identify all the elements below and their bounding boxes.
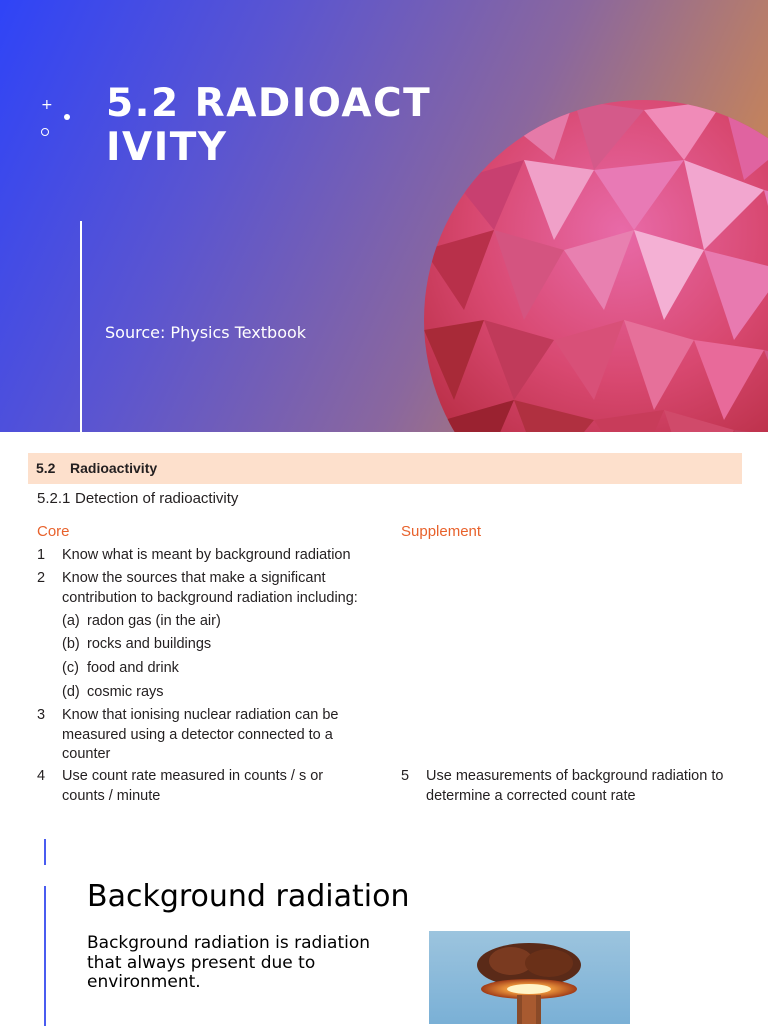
item-text: Know that ionising nuclear radiation can be measured using a detector connected to a counter xyxy=(62,707,339,762)
item-number: 1 xyxy=(37,547,46,563)
subsection-number: 5.2.1 xyxy=(37,490,71,507)
supplement-item xyxy=(401,767,731,806)
background-radiation-slide xyxy=(0,837,768,1024)
subitem-text: food and drink xyxy=(87,660,179,676)
slide-body-text: Background radiation is radiation that always present due to environment. xyxy=(87,933,371,992)
subsection-title: Detection of radioactivity xyxy=(75,490,239,507)
supplement-heading: Supplement xyxy=(401,523,482,540)
core-item xyxy=(37,546,377,566)
plus-decoration-icon: + xyxy=(41,97,53,113)
section-number: 5.2 xyxy=(36,460,56,476)
item-text: Know what is meant by background radiation xyxy=(62,547,351,563)
item-text: Use count rate measured in counts / s or counts / minute xyxy=(62,768,324,804)
accent-bar xyxy=(44,886,46,1026)
title-slide xyxy=(0,0,768,432)
subitem-text: rocks and buildings xyxy=(87,636,212,652)
core-subitem xyxy=(62,612,221,632)
item-text: Use measurements of background radiation to determine a corrected count rate xyxy=(426,768,724,804)
core-subitem xyxy=(62,683,164,703)
item-number: 3 xyxy=(37,707,46,723)
section-header-band xyxy=(28,453,742,484)
slide-heading: Background radiation xyxy=(87,879,410,914)
slide-source: Source: Physics Textbook xyxy=(105,323,307,342)
subsection-heading xyxy=(37,490,238,507)
slide-title: 5.2 RADIOACTIVITY xyxy=(106,81,432,170)
subitem-letter: (c) xyxy=(62,660,79,676)
subitem-text: cosmic rays xyxy=(87,684,164,700)
subitem-letter: (a) xyxy=(62,613,80,629)
subitem-text: radon gas (in the air) xyxy=(87,613,221,629)
subitem-letter: (d) xyxy=(62,684,80,700)
syllabus-section xyxy=(0,432,768,837)
core-subitem xyxy=(62,659,179,679)
ring-decoration-icon xyxy=(41,128,49,136)
vertical-divider xyxy=(80,221,82,432)
core-subitem xyxy=(62,635,211,655)
accent-bar xyxy=(44,839,46,865)
dot-decoration-icon xyxy=(64,114,70,120)
polygon-sphere-image xyxy=(424,100,768,432)
core-heading: Core xyxy=(37,523,70,540)
item-text: Know the sources that make a significant contribution to background radiation including: xyxy=(62,570,358,606)
item-number: 4 xyxy=(37,768,46,784)
core-item xyxy=(37,569,372,608)
subitem-letter: (b) xyxy=(62,636,80,652)
core-item xyxy=(37,767,337,806)
section-title: Radioactivity xyxy=(70,460,158,476)
item-number: 2 xyxy=(37,570,46,586)
item-number: 5 xyxy=(401,768,410,784)
mushroom-cloud-photo xyxy=(429,931,630,1024)
core-item xyxy=(37,706,347,765)
